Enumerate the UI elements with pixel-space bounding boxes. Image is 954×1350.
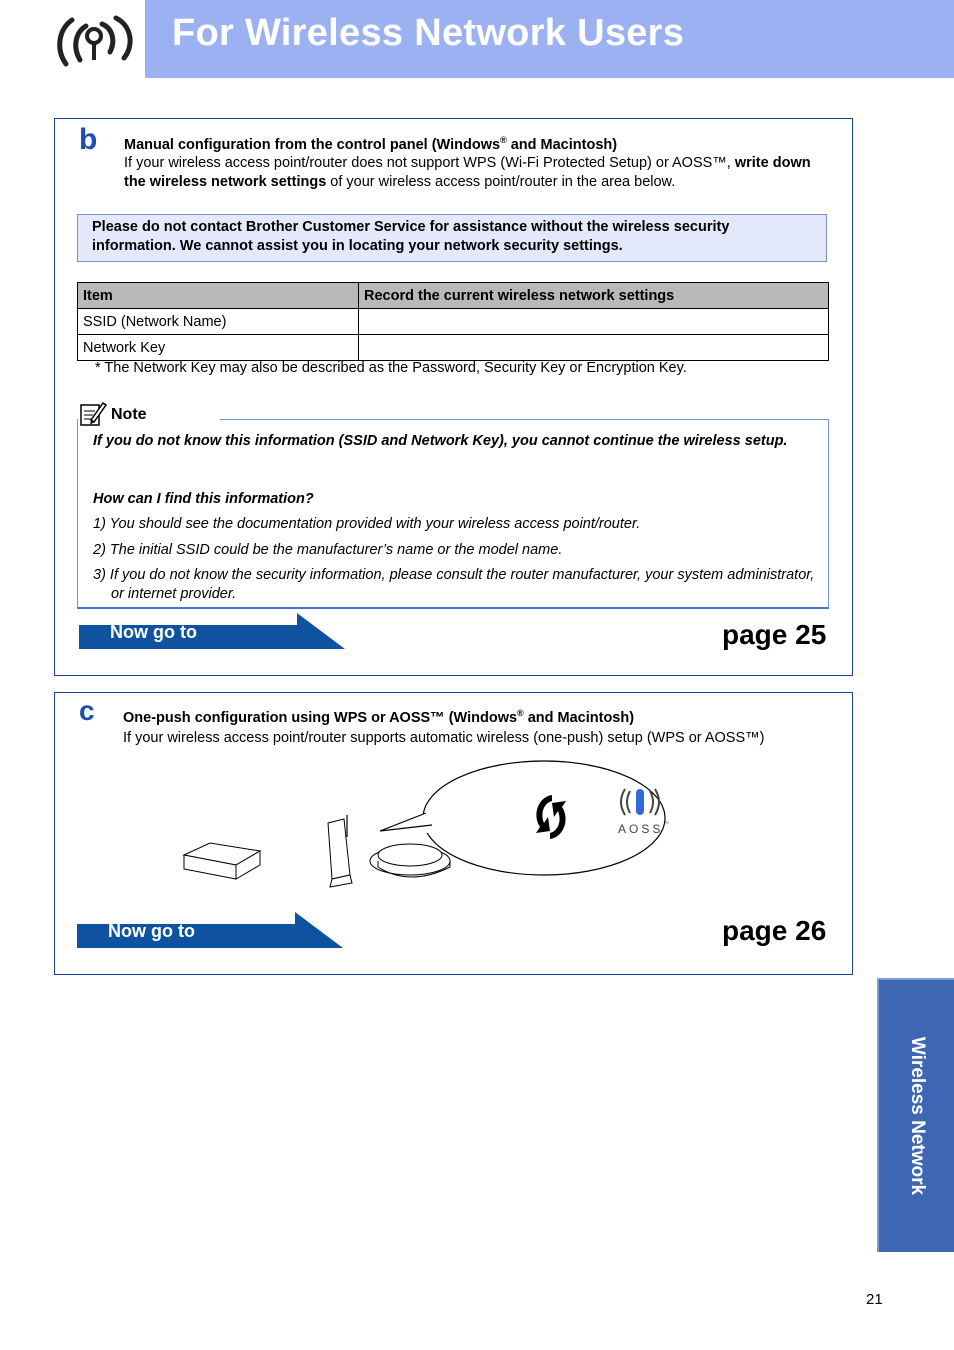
row-label-ssid: SSID (Network Name) xyxy=(78,309,359,335)
network-key-record-cell[interactable] xyxy=(359,335,829,361)
security-warning: Please do not contact Brother Customer Service for assistance without the wireless security information. We cannot assist you in locating your network security settings. xyxy=(77,214,827,262)
table-row xyxy=(78,335,829,361)
page-reference-26[interactable]: page 26 xyxy=(722,915,827,946)
step-letter-c: c xyxy=(79,695,95,726)
step-letter-b: b xyxy=(79,123,98,156)
step-c-title-text: One-push configuration using WPS or AOSS™ (Windows xyxy=(123,709,518,726)
registered-mark: ® xyxy=(517,708,524,718)
step-c-title-suffix: and Macintosh) xyxy=(523,709,635,726)
step-c-description: If your wireless access point/router supports automatic wireless (one-push) setup (WPS or AOSS™) xyxy=(123,730,765,746)
ssid-record-cell[interactable] xyxy=(359,309,829,335)
network-key-footnote: * The Network Key may also be described as the Password, Security Key or Encryption Key. xyxy=(95,360,687,376)
row-label-network-key: Network Key xyxy=(78,335,359,361)
note-label: Note xyxy=(111,406,147,423)
page-title: For Wireless Network Users xyxy=(172,12,685,54)
step-b-desc-suffix: of your wireless access point/router in the area below. xyxy=(326,174,676,190)
wireless-network-side-tab[interactable] xyxy=(877,978,954,1252)
note-item-2: 2) The initial SSID could be the manufacturer’s name or the model name. xyxy=(93,542,563,558)
table-header-row xyxy=(78,283,829,309)
step-c-section xyxy=(54,692,853,975)
now-go-to-label: Now go to xyxy=(110,622,197,642)
note-item-3: 3) If you do not know the security information, please consult the router manufacturer, your system administrator, or internet provider. xyxy=(93,567,815,602)
step-b-title xyxy=(124,135,617,153)
aoss-wordmark: AOSS xyxy=(618,822,664,836)
now-go-to-arrow[interactable] xyxy=(79,613,345,656)
side-tab-label: Wireless Network xyxy=(906,1036,928,1196)
registered-mark: ® xyxy=(500,135,507,145)
step-b-description xyxy=(124,154,836,192)
column-header-item: Item xyxy=(78,283,359,309)
page-reference-25[interactable]: page 25 xyxy=(722,619,827,650)
note-item-1: 1) You should see the documentation provided with your wireless access point/router. xyxy=(93,516,641,532)
aoss-trademark: ™ xyxy=(664,821,669,827)
step-b-desc-text: If your wireless access point/router does not support WPS (Wi-Fi Protected Setup) or AOSS™, xyxy=(124,155,735,171)
table-row xyxy=(78,309,829,335)
step-c-title xyxy=(123,708,634,726)
note-lead: If you do not know this information (SSID and Network Key), you cannot continue the wireless setup. xyxy=(93,433,788,449)
network-settings-table xyxy=(77,282,829,361)
step-b-title-suffix: and Macintosh) xyxy=(506,136,618,153)
wireless-network-icon xyxy=(52,10,136,73)
step-b-desc-bold: write down the wireless network settings xyxy=(124,155,811,190)
note-question: How can I find this information? xyxy=(93,491,314,507)
routers-illustration xyxy=(180,755,730,900)
step-b-title-text: Manual configuration from the control panel (Windows xyxy=(124,136,501,153)
page-number: 21 xyxy=(866,1291,883,1308)
now-go-to-arrow[interactable] xyxy=(77,912,343,955)
column-header-record: Record the current wireless network settings xyxy=(359,283,829,309)
now-go-to-label: Now go to xyxy=(108,921,195,941)
step-b-section xyxy=(54,118,853,676)
